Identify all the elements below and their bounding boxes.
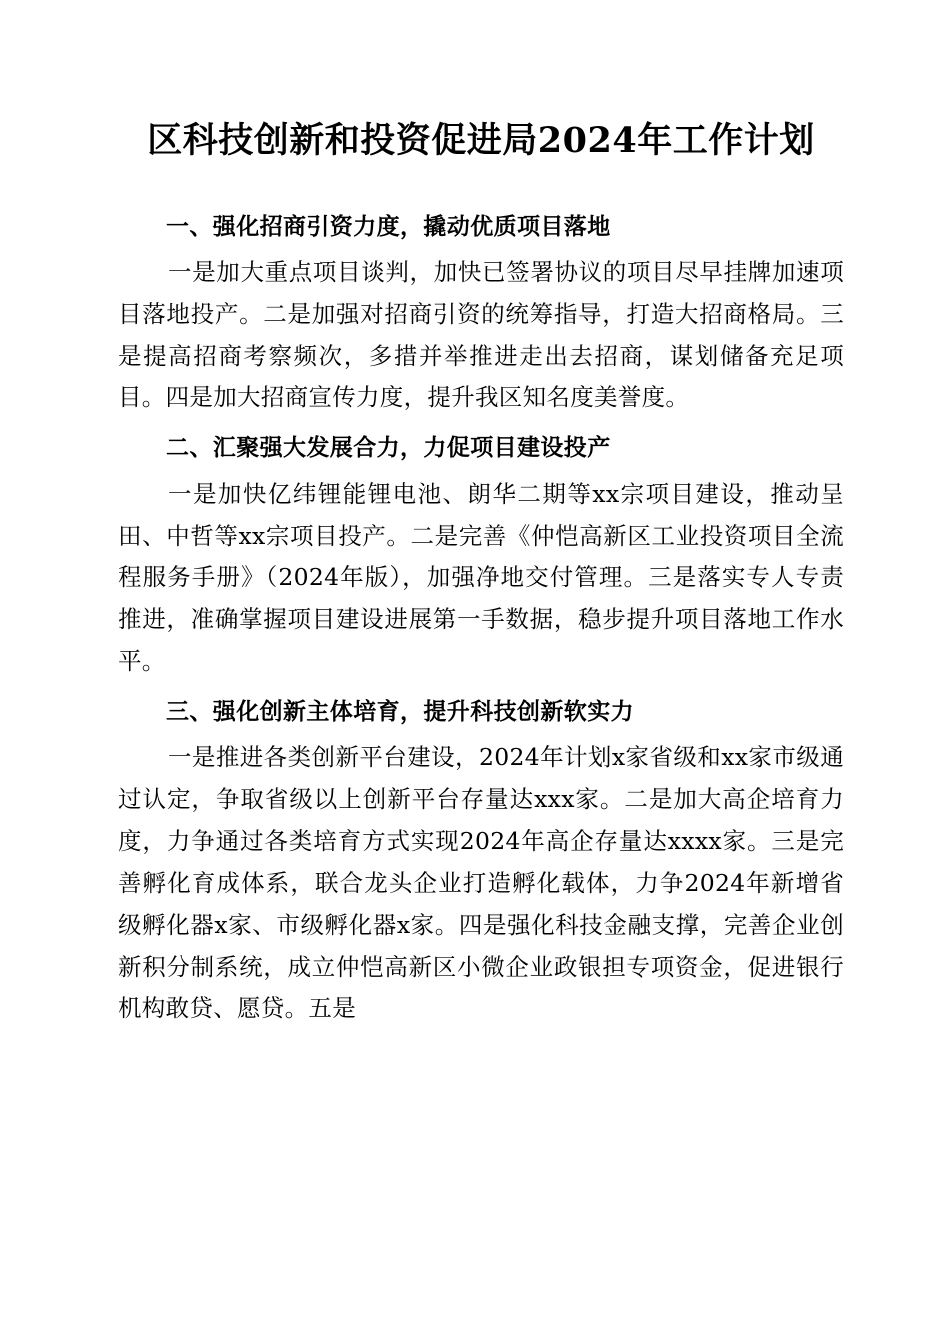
section-paragraph-3: 一是推进各类创新平台建设，2024年计划x家省级和xx家市级通过认定，争取省级以上创新平台存量达xxx家。二是加大高企培育力度，力争通过各类培育方式实现2024年高企存量达xxxx家。三是完善孵化育成体系，联合龙头企业打造孵化载体，力争2024年新增省级孵化器x家、市级孵化器x家。四是强化科技金融支撑，完善企业创新积分制系统，成立仲恺高新区小微企业政银担专项资金，促进银行机构敢贷、愿贷。五是 [118, 743, 844, 1023]
section-paragraph-2: 一是加快亿纬锂能锂电池、朗华二期等xx宗项目建设，推动呈田、中哲等xx宗项目投产。二是完善《仲恺高新区工业投资项目全流程服务手册》（2024年版），加强净地交付管理。三是落实专人专责推进，准确掌握项目建设进展第一手数据，稳步提升项目落地工作水平。 [118, 479, 844, 676]
document-section-1 [118, 210, 844, 420]
section-paragraph-1: 一是加大重点项目谈判，加快已签署协议的项目尽早挂牌加速项目落地投产。二是加强对招商引资的统筹指导，打造大招商格局。三是提高招商考察频次，多措并举推进走出去招商，谋划储备充足项目。四是加大招商宣传力度，提升我区知名度美誉度。 [118, 258, 844, 412]
section-heading-3: 三、强化创新主体培育，提升科技创新软实力 [166, 698, 634, 725]
section-heading-1: 一、强化招商引资力度，撬动优质项目落地 [166, 213, 611, 240]
document-title: 区科技创新和投资促进局2024年工作计划 [147, 120, 815, 161]
section-heading-2: 二、汇聚强大发展合力，力促项目建设投产 [166, 435, 611, 462]
document-section-3 [118, 695, 844, 1030]
document-section-2 [118, 431, 844, 683]
